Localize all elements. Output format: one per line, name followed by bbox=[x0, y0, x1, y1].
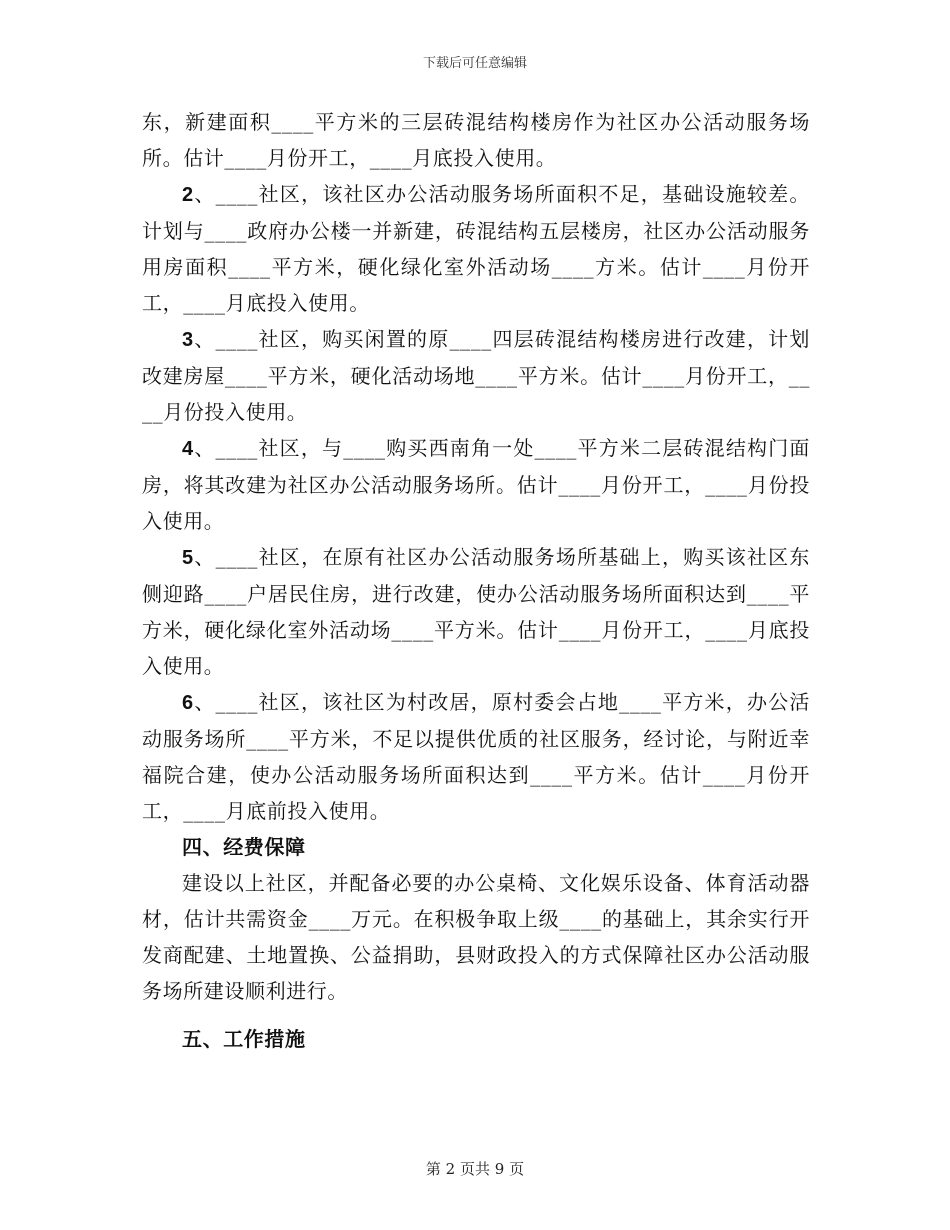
paragraph-text: 、____社区，在原有社区办公活动服务场所基础上，购买该社区东侧迎路____户居民住房，进行改建，使办公活动服务场所面积达到____平方米，硬化绿化室外活动场____平方米。估计____月份开工，____月底投入使用。 bbox=[142, 545, 810, 678]
paragraph-text: 、____社区，该社区为村改居，原村委会占地____平方米，办公活动服务场所____平方米，不足以提供优质的社区服务，经讨论，与附近幸福院合建，使办公活动服务场所面积达到____平方米。估计____月份开工，____月底前投入使用。 bbox=[142, 690, 810, 823]
paragraph-funding: 建设以上社区，并配备必要的办公桌椅、文化娱乐设备、体育活动器材，估计共需资金____万元。在积极争取上级____的基础上，其余实行开发商配建、土地置换、公益捐助，县财政投入的方式保障社区办公活动服务场所建设顺利进行。 bbox=[142, 871, 810, 1003]
paragraph-continued: 东，新建面积____平方米的三层砖混结构楼房作为社区办公活动服务场所。估计____月份开工，____月底投入使用。 bbox=[142, 110, 810, 170]
paragraph-text: 、____社区，购买闲置的原____四层砖混结构楼房进行改建，计划改建房屋____平方米，硬化活动场地____平方米。估计____月份开工，____月份投入使用。 bbox=[142, 327, 810, 424]
paragraph-item-4 bbox=[142, 430, 810, 539]
paragraph-text: 、____社区，该社区办公活动服务场所面积不足，基础设施较差。计划与____政府办公楼一并新建，砖混结构五层楼房，社区办公活动服务用房面积____平方米，硬化绿化室外活动场____方米。估计____月份开工，____月底投入使用。 bbox=[142, 182, 810, 315]
item-number: 3 bbox=[182, 329, 194, 351]
paragraph-text: 、____社区，与____购买西南角一处____平方米二层砖混结构门面房，将其改建为社区办公活动服务场所。估计____月份开工，____月份投入使用。 bbox=[142, 436, 810, 533]
paragraph-item-6 bbox=[142, 684, 810, 829]
item-number: 2 bbox=[182, 184, 194, 206]
paragraph-item-3 bbox=[142, 321, 810, 430]
item-number: 5 bbox=[182, 547, 194, 569]
page-header: 下载后可任意编辑 bbox=[422, 56, 527, 71]
section-heading-funding: 四、经费保障 bbox=[182, 835, 306, 859]
document-body bbox=[142, 104, 810, 1057]
page-footer: 第 2 页共 9 页 bbox=[425, 1160, 525, 1178]
section-heading-measures: 五、工作措施 bbox=[182, 1027, 306, 1051]
item-number: 4 bbox=[182, 438, 194, 460]
paragraph-item-5 bbox=[142, 539, 810, 684]
item-number: 6 bbox=[182, 692, 194, 714]
paragraph-item-2 bbox=[142, 176, 810, 321]
